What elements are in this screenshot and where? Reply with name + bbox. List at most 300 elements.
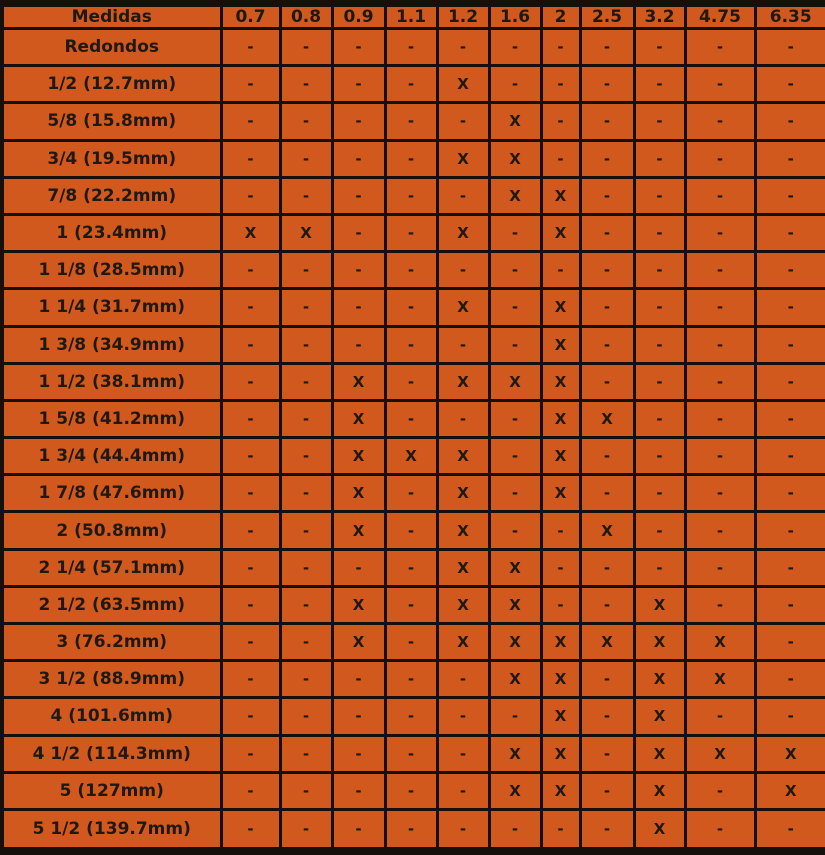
header-row [2,4,825,29]
value-cell: - [541,252,580,289]
value-cell: X [634,624,685,661]
value-cell: - [221,400,280,437]
value-cell: - [685,140,755,177]
value-cell: - [385,772,437,809]
column-header: 0.8 [280,4,332,29]
value-cell: X [541,438,580,475]
row-label: 3 (76.2mm) [2,624,221,661]
row-label: 2 (50.8mm) [2,512,221,549]
column-header-medidas: Medidas [2,4,221,29]
value-cell: - [385,177,437,214]
row-label: 4 1/2 (114.3mm) [2,735,221,772]
value-cell: - [221,177,280,214]
value-cell: - [437,177,489,214]
value-cell: - [385,214,437,251]
value-cell: X [634,698,685,735]
value-cell: - [685,103,755,140]
value-cell: - [755,177,825,214]
table-row [2,29,825,66]
value-cell: - [437,698,489,735]
value-cell: - [755,624,825,661]
value-cell: - [280,772,332,809]
value-cell: - [634,103,685,140]
table-row [2,140,825,177]
value-cell: - [634,363,685,400]
value-cell: - [221,140,280,177]
value-cell: X [541,698,580,735]
value-cell: - [332,177,385,214]
value-cell: X [541,475,580,512]
row-label: 1 (23.4mm) [2,214,221,251]
value-cell: - [489,400,541,437]
value-cell: - [385,363,437,400]
value-cell: - [221,624,280,661]
value-cell: - [634,326,685,363]
value-cell: - [280,586,332,623]
value-cell: - [280,661,332,698]
value-cell: - [685,772,755,809]
row-label: 1 5/8 (41.2mm) [2,400,221,437]
value-cell: X [755,772,825,809]
value-cell: X [489,624,541,661]
value-cell: - [580,103,634,140]
value-cell: - [685,363,755,400]
value-cell: - [221,29,280,66]
value-cell: - [634,400,685,437]
value-cell: X [437,512,489,549]
value-cell: X [437,289,489,326]
value-cell: X [437,438,489,475]
table-row [2,363,825,400]
value-cell: - [755,140,825,177]
row-label: 1 3/4 (44.4mm) [2,438,221,475]
value-cell: - [280,512,332,549]
value-cell: - [332,772,385,809]
value-cell: - [332,735,385,772]
value-cell: - [634,29,685,66]
value-cell: X [755,735,825,772]
value-cell: - [280,549,332,586]
value-cell: - [489,214,541,251]
value-cell: - [221,698,280,735]
value-cell: - [280,698,332,735]
value-cell: - [280,400,332,437]
table-row [2,289,825,326]
value-cell: - [385,698,437,735]
value-cell: - [685,289,755,326]
value-cell: X [332,400,385,437]
value-cell: X [541,177,580,214]
value-cell: - [280,140,332,177]
table-row [2,103,825,140]
value-cell: - [332,214,385,251]
value-cell: - [385,66,437,103]
value-cell: X [437,66,489,103]
value-cell: - [580,252,634,289]
column-header: 0.7 [221,4,280,29]
row-label: 1 7/8 (47.6mm) [2,475,221,512]
value-cell: X [541,326,580,363]
value-cell: - [221,586,280,623]
row-label: 1 1/2 (38.1mm) [2,363,221,400]
value-cell: - [755,586,825,623]
value-cell: X [541,214,580,251]
value-cell: X [685,661,755,698]
value-cell: - [755,252,825,289]
value-cell: - [437,103,489,140]
value-cell: - [221,66,280,103]
table-row [2,252,825,289]
value-cell: X [634,772,685,809]
value-cell: - [332,103,385,140]
value-cell: - [385,140,437,177]
column-header: 3.2 [634,4,685,29]
value-cell: - [489,252,541,289]
value-cell: - [634,549,685,586]
value-cell: - [755,29,825,66]
value-cell: - [541,586,580,623]
value-cell: X [580,624,634,661]
value-cell: - [634,289,685,326]
value-cell: X [489,586,541,623]
table-row [2,735,825,772]
value-cell: X [580,512,634,549]
value-cell: X [437,475,489,512]
value-cell: - [634,214,685,251]
row-label: 5/8 (15.8mm) [2,103,221,140]
table-row [2,512,825,549]
value-cell: X [685,624,755,661]
value-cell: X [489,363,541,400]
value-cell: - [755,438,825,475]
value-cell: - [580,66,634,103]
value-cell: X [332,363,385,400]
value-cell: - [580,289,634,326]
row-label: 7/8 (22.2mm) [2,177,221,214]
value-cell: - [489,438,541,475]
value-cell: - [385,29,437,66]
value-cell: - [755,214,825,251]
value-cell: - [437,400,489,437]
column-header: 1.1 [385,4,437,29]
value-cell: - [221,363,280,400]
value-cell: - [332,29,385,66]
value-cell: - [385,586,437,623]
value-cell: - [634,512,685,549]
table-row [2,177,825,214]
value-cell: - [685,177,755,214]
value-cell: - [685,512,755,549]
value-cell: - [580,326,634,363]
value-cell: - [541,140,580,177]
table-head [2,4,825,29]
value-cell: X [489,177,541,214]
value-cell: - [541,549,580,586]
value-cell: X [489,549,541,586]
value-cell: - [280,363,332,400]
value-cell: X [332,624,385,661]
value-cell: - [221,735,280,772]
value-cell: - [221,103,280,140]
value-cell: - [437,772,489,809]
value-cell: - [634,177,685,214]
value-cell: - [541,29,580,66]
table-row [2,624,825,661]
value-cell: - [332,698,385,735]
value-cell: X [437,140,489,177]
table-row [2,400,825,437]
table-row [2,214,825,251]
value-cell: - [437,661,489,698]
value-cell: - [489,698,541,735]
value-cell: - [221,289,280,326]
value-cell: - [541,512,580,549]
value-cell: X [634,661,685,698]
value-cell: X [221,214,280,251]
value-cell: - [332,661,385,698]
value-cell: - [221,326,280,363]
column-header: 0.9 [332,4,385,29]
value-cell: - [332,66,385,103]
value-cell: X [385,438,437,475]
row-label: 1 3/8 (34.9mm) [2,326,221,363]
value-cell: - [280,252,332,289]
value-cell: - [385,475,437,512]
value-cell: X [437,214,489,251]
value-cell: - [385,326,437,363]
column-header: 1.2 [437,4,489,29]
value-cell: X [489,735,541,772]
value-cell: X [332,586,385,623]
value-cell: - [685,475,755,512]
value-cell: X [489,140,541,177]
value-cell: - [634,140,685,177]
value-cell: - [280,624,332,661]
value-cell: - [755,475,825,512]
column-header: 2.5 [580,4,634,29]
value-cell: X [541,735,580,772]
row-label: 3/4 (19.5mm) [2,140,221,177]
table-row [2,326,825,363]
value-cell: - [685,326,755,363]
value-cell: - [685,549,755,586]
value-cell: - [385,549,437,586]
value-cell: - [580,29,634,66]
table-row [2,586,825,623]
value-cell: - [221,438,280,475]
value-cell: - [755,698,825,735]
row-label: 2 1/2 (63.5mm) [2,586,221,623]
row-label: 4 (101.6mm) [2,698,221,735]
value-cell: - [580,586,634,623]
value-cell: X [580,400,634,437]
value-cell: - [385,400,437,437]
value-cell: - [755,103,825,140]
value-cell: X [489,661,541,698]
value-cell: - [580,549,634,586]
value-cell: - [280,735,332,772]
value-cell: - [580,140,634,177]
value-cell: - [332,289,385,326]
value-cell: - [580,214,634,251]
value-cell: - [489,289,541,326]
value-cell: - [755,400,825,437]
value-cell: - [221,252,280,289]
value-cell: - [489,326,541,363]
value-cell: - [755,326,825,363]
row-label: 1 1/8 (28.5mm) [2,252,221,289]
value-cell: - [755,289,825,326]
value-cell: X [437,624,489,661]
value-cell: - [685,66,755,103]
table-row [2,809,825,851]
value-cell: - [221,512,280,549]
value-cell: - [580,809,634,851]
value-cell: - [755,66,825,103]
value-cell: X [541,289,580,326]
value-cell: - [541,103,580,140]
value-cell: - [541,809,580,851]
value-cell: - [580,772,634,809]
value-cell: X [541,772,580,809]
value-cell: - [280,475,332,512]
value-cell: - [437,809,489,851]
row-label: 1 1/4 (31.7mm) [2,289,221,326]
value-cell: X [685,735,755,772]
value-cell: - [541,66,580,103]
value-cell: X [541,400,580,437]
value-cell: - [489,512,541,549]
value-cell: X [437,586,489,623]
value-cell: X [541,624,580,661]
value-cell: X [489,772,541,809]
value-cell: - [437,326,489,363]
value-cell: - [580,735,634,772]
value-cell: - [437,29,489,66]
value-cell: - [685,586,755,623]
value-cell: - [332,809,385,851]
value-cell: - [385,289,437,326]
value-cell: - [385,735,437,772]
table-row [2,772,825,809]
value-cell: - [385,624,437,661]
value-cell: - [280,438,332,475]
table-row [2,438,825,475]
value-cell: - [385,661,437,698]
value-cell: - [437,252,489,289]
value-cell: - [685,214,755,251]
value-cell: - [221,772,280,809]
row-label: 5 (127mm) [2,772,221,809]
row-label: Redondos [2,29,221,66]
row-label: 3 1/2 (88.9mm) [2,661,221,698]
value-cell: X [634,735,685,772]
value-cell: - [634,66,685,103]
value-cell: - [580,698,634,735]
table-row [2,475,825,512]
value-cell: - [685,438,755,475]
value-cell: - [221,809,280,851]
value-cell: - [755,809,825,851]
value-cell: - [221,475,280,512]
value-cell: - [755,661,825,698]
value-cell: - [489,29,541,66]
value-cell: - [280,809,332,851]
row-label: 5 1/2 (139.7mm) [2,809,221,851]
value-cell: - [580,661,634,698]
value-cell: - [685,29,755,66]
value-cell: - [489,475,541,512]
value-cell: X [634,809,685,851]
table-row [2,549,825,586]
value-cell: - [280,103,332,140]
value-cell: - [755,512,825,549]
column-header: 4.75 [685,4,755,29]
value-cell: - [489,66,541,103]
value-cell: - [580,177,634,214]
value-cell: - [580,475,634,512]
value-cell: X [489,103,541,140]
value-cell: - [332,549,385,586]
value-cell: X [541,363,580,400]
value-cell: - [385,252,437,289]
value-cell: - [755,549,825,586]
value-cell: - [685,252,755,289]
column-header: 2 [541,4,580,29]
value-cell: X [332,475,385,512]
value-cell: X [634,586,685,623]
table-row [2,661,825,698]
value-cell: - [685,400,755,437]
value-cell: X [280,214,332,251]
table-row [2,698,825,735]
column-header: 1.6 [489,4,541,29]
value-cell: - [634,252,685,289]
value-cell: - [580,438,634,475]
value-cell: - [221,549,280,586]
value-cell: - [280,177,332,214]
value-cell: - [685,809,755,851]
value-cell: - [332,140,385,177]
row-label: 1/2 (12.7mm) [2,66,221,103]
value-cell: X [437,549,489,586]
column-header: 6.35 [755,4,825,29]
value-cell: - [280,326,332,363]
value-cell: - [385,512,437,549]
value-cell: X [541,661,580,698]
value-cell: - [385,809,437,851]
table-row [2,66,825,103]
value-cell: X [332,438,385,475]
value-cell: - [280,29,332,66]
value-cell: - [489,809,541,851]
table-body [2,29,825,852]
row-label: 2 1/4 (57.1mm) [2,549,221,586]
value-cell: X [437,363,489,400]
value-cell: - [580,363,634,400]
value-cell: - [280,289,332,326]
value-cell: - [437,735,489,772]
value-cell: - [280,66,332,103]
value-cell: - [755,363,825,400]
value-cell: X [332,512,385,549]
value-cell: - [385,103,437,140]
value-cell: - [332,326,385,363]
value-cell: - [634,438,685,475]
value-cell: - [332,252,385,289]
value-cell: - [685,698,755,735]
value-cell: - [634,475,685,512]
